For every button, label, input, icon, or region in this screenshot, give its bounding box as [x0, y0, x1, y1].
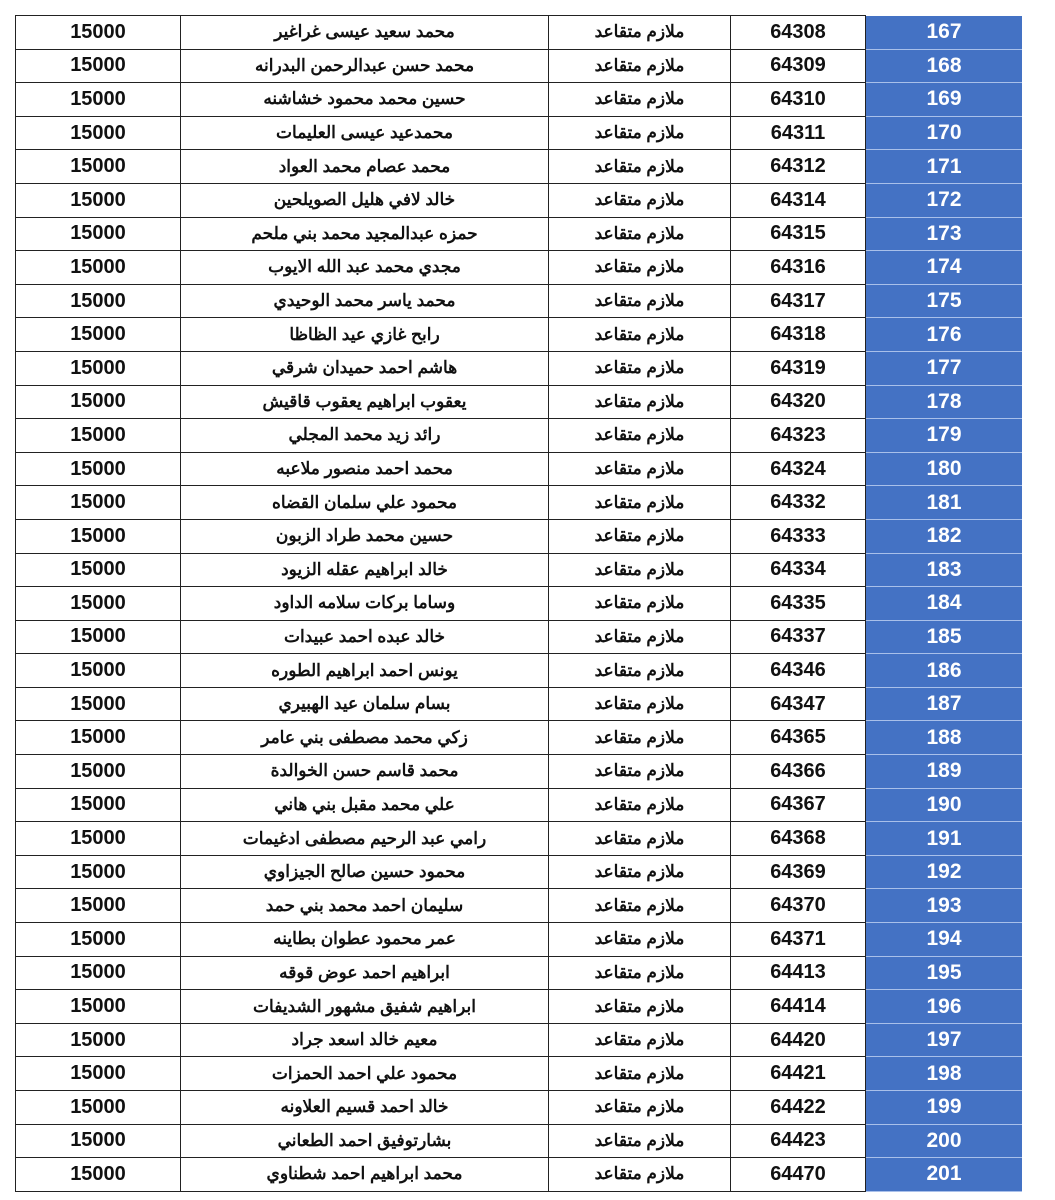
rank-cell: ملازم متقاعد — [549, 1091, 731, 1125]
id-number-cell: 64316 — [731, 251, 866, 285]
name-cell: ابراهيم شفيق مشهور الشديفات — [181, 990, 549, 1024]
index-cell: 184 — [866, 587, 1023, 621]
index-cell: 182 — [866, 519, 1023, 553]
id-number-cell: 64413 — [731, 956, 866, 990]
rank-cell: ملازم متقاعد — [549, 956, 731, 990]
id-number-cell: 64308 — [731, 16, 866, 50]
table-row — [16, 587, 1023, 621]
amount-cell: 15000 — [16, 16, 181, 50]
rank-cell: ملازم متقاعد — [549, 116, 731, 150]
name-cell: محمد ابراهيم احمد شطناوي — [181, 1158, 549, 1192]
rank-cell: ملازم متقاعد — [549, 183, 731, 217]
index-cell: 178 — [866, 385, 1023, 419]
rank-cell: ملازم متقاعد — [549, 351, 731, 385]
amount-cell: 15000 — [16, 620, 181, 654]
table-row — [16, 217, 1023, 251]
rank-cell: ملازم متقاعد — [549, 1023, 731, 1057]
amount-cell: 15000 — [16, 217, 181, 251]
table-row — [16, 351, 1023, 385]
name-cell: خالد عبده احمد عبيدات — [181, 620, 549, 654]
name-cell: هاشم احمد حميدان شرقي — [181, 351, 549, 385]
id-number-cell: 64347 — [731, 687, 866, 721]
table-row — [16, 419, 1023, 453]
amount-cell: 15000 — [16, 788, 181, 822]
name-cell: محمد عصام محمد العواد — [181, 150, 549, 184]
table-row — [16, 956, 1023, 990]
index-cell: 193 — [866, 889, 1023, 923]
table-row — [16, 1158, 1023, 1192]
rank-cell: ملازم متقاعد — [549, 687, 731, 721]
table-row — [16, 755, 1023, 789]
rank-cell: ملازم متقاعد — [549, 822, 731, 856]
id-number-cell: 64312 — [731, 150, 866, 184]
table-row — [16, 1057, 1023, 1091]
rank-cell: ملازم متقاعد — [549, 519, 731, 553]
table-row — [16, 788, 1023, 822]
index-cell: 194 — [866, 923, 1023, 957]
id-number-cell: 64371 — [731, 923, 866, 957]
id-number-cell: 64366 — [731, 755, 866, 789]
id-number-cell: 64365 — [731, 721, 866, 755]
id-number-cell: 64318 — [731, 318, 866, 352]
name-cell: محمدعيد عيسى العليمات — [181, 116, 549, 150]
amount-cell: 15000 — [16, 351, 181, 385]
index-cell: 198 — [866, 1057, 1023, 1091]
index-cell: 188 — [866, 721, 1023, 755]
index-cell: 181 — [866, 486, 1023, 520]
id-number-cell: 64369 — [731, 855, 866, 889]
index-cell: 171 — [866, 150, 1023, 184]
amount-cell: 15000 — [16, 83, 181, 117]
name-cell: بسام سلمان عيد الهبيري — [181, 687, 549, 721]
rank-cell: ملازم متقاعد — [549, 251, 731, 285]
id-number-cell: 64420 — [731, 1023, 866, 1057]
amount-cell: 15000 — [16, 1158, 181, 1192]
id-number-cell: 64346 — [731, 654, 866, 688]
rank-cell: ملازم متقاعد — [549, 150, 731, 184]
rank-cell: ملازم متقاعد — [549, 419, 731, 453]
name-cell: حسين محمد محمود خشاشنه — [181, 83, 549, 117]
rank-cell: ملازم متقاعد — [549, 855, 731, 889]
index-cell: 174 — [866, 251, 1023, 285]
rank-cell: ملازم متقاعد — [549, 83, 731, 117]
table-row — [16, 385, 1023, 419]
id-number-cell: 64335 — [731, 587, 866, 621]
amount-cell: 15000 — [16, 251, 181, 285]
id-number-cell: 64370 — [731, 889, 866, 923]
id-number-cell: 64323 — [731, 419, 866, 453]
id-number-cell: 64320 — [731, 385, 866, 419]
id-number-cell: 64324 — [731, 452, 866, 486]
id-number-cell: 64314 — [731, 183, 866, 217]
amount-cell: 15000 — [16, 452, 181, 486]
amount-cell: 15000 — [16, 150, 181, 184]
name-cell: محمد قاسم حسن الخوالدة — [181, 755, 549, 789]
amount-cell: 15000 — [16, 822, 181, 856]
amount-cell: 15000 — [16, 721, 181, 755]
index-cell: 175 — [866, 284, 1023, 318]
name-cell: ابراهيم احمد عوض قوقه — [181, 956, 549, 990]
rank-cell: ملازم متقاعد — [549, 587, 731, 621]
id-number-cell: 64317 — [731, 284, 866, 318]
amount-cell: 15000 — [16, 923, 181, 957]
table-row — [16, 553, 1023, 587]
table-row — [16, 486, 1023, 520]
id-number-cell: 64422 — [731, 1091, 866, 1125]
id-number-cell: 64319 — [731, 351, 866, 385]
index-cell: 176 — [866, 318, 1023, 352]
index-cell: 179 — [866, 419, 1023, 453]
id-number-cell: 64421 — [731, 1057, 866, 1091]
name-cell: محمد ياسر محمد الوحيدي — [181, 284, 549, 318]
index-cell: 172 — [866, 183, 1023, 217]
table-row — [16, 822, 1023, 856]
amount-cell: 15000 — [16, 116, 181, 150]
table-row — [16, 150, 1023, 184]
table-row — [16, 83, 1023, 117]
index-cell: 189 — [866, 755, 1023, 789]
id-number-cell: 64334 — [731, 553, 866, 587]
id-number-cell: 64337 — [731, 620, 866, 654]
table-row — [16, 284, 1023, 318]
index-cell: 187 — [866, 687, 1023, 721]
amount-cell: 15000 — [16, 385, 181, 419]
amount-cell: 15000 — [16, 284, 181, 318]
name-cell: بشارتوفيق احمد الطعاني — [181, 1124, 549, 1158]
rank-cell: ملازم متقاعد — [549, 49, 731, 83]
amount-cell: 15000 — [16, 486, 181, 520]
index-cell: 196 — [866, 990, 1023, 1024]
name-cell: معيم خالد اسعد جراد — [181, 1023, 549, 1057]
id-number-cell: 64332 — [731, 486, 866, 520]
table-row — [16, 183, 1023, 217]
name-cell: حمزه عبدالمجيد محمد بني ملحم — [181, 217, 549, 251]
amount-cell: 15000 — [16, 183, 181, 217]
id-number-cell: 64309 — [731, 49, 866, 83]
rank-cell: ملازم متقاعد — [549, 16, 731, 50]
amount-cell: 15000 — [16, 1091, 181, 1125]
name-cell: يونس احمد ابراهيم الطوره — [181, 654, 549, 688]
rank-cell: ملازم متقاعد — [549, 1158, 731, 1192]
index-cell: 168 — [866, 49, 1023, 83]
table-row — [16, 519, 1023, 553]
table-row — [16, 721, 1023, 755]
id-number-cell: 64311 — [731, 116, 866, 150]
rank-cell: ملازم متقاعد — [549, 553, 731, 587]
rank-cell: ملازم متقاعد — [549, 654, 731, 688]
amount-cell: 15000 — [16, 654, 181, 688]
table-row — [16, 990, 1023, 1024]
name-cell: عمر محمود عطوان بطاينه — [181, 923, 549, 957]
amount-cell: 15000 — [16, 419, 181, 453]
name-cell: حسين محمد طراد الزبون — [181, 519, 549, 553]
table-row — [16, 49, 1023, 83]
name-cell: خالد احمد قسيم العلاونه — [181, 1091, 549, 1125]
index-cell: 192 — [866, 855, 1023, 889]
rank-cell: ملازم متقاعد — [549, 889, 731, 923]
id-number-cell: 64414 — [731, 990, 866, 1024]
amount-cell: 15000 — [16, 956, 181, 990]
index-cell: 177 — [866, 351, 1023, 385]
table-row — [16, 452, 1023, 486]
table-row — [16, 1124, 1023, 1158]
id-number-cell: 64368 — [731, 822, 866, 856]
id-number-cell: 64423 — [731, 1124, 866, 1158]
id-number-cell: 64367 — [731, 788, 866, 822]
name-cell: محمود علي احمد الحمزات — [181, 1057, 549, 1091]
name-cell: خالد ابراهيم عقله الزيود — [181, 553, 549, 587]
table-row — [16, 855, 1023, 889]
index-cell: 201 — [866, 1158, 1023, 1192]
rank-cell: ملازم متقاعد — [549, 217, 731, 251]
rank-cell: ملازم متقاعد — [549, 788, 731, 822]
index-cell: 195 — [866, 956, 1023, 990]
name-cell: رائد زيد محمد المجلي — [181, 419, 549, 453]
table-row — [16, 923, 1023, 957]
rank-cell: ملازم متقاعد — [549, 486, 731, 520]
amount-cell: 15000 — [16, 318, 181, 352]
rank-cell: ملازم متقاعد — [549, 620, 731, 654]
name-cell: محمد سعيد عيسى غراغير — [181, 16, 549, 50]
index-cell: 180 — [866, 452, 1023, 486]
table-row — [16, 687, 1023, 721]
amount-cell: 15000 — [16, 553, 181, 587]
index-cell: 167 — [866, 16, 1023, 50]
index-cell: 186 — [866, 654, 1023, 688]
name-cell: علي محمد مقبل بني هاني — [181, 788, 549, 822]
amount-cell: 15000 — [16, 687, 181, 721]
id-number-cell: 64315 — [731, 217, 866, 251]
rank-cell: ملازم متقاعد — [549, 1124, 731, 1158]
amount-cell: 15000 — [16, 755, 181, 789]
table-row — [16, 116, 1023, 150]
retirees-table — [15, 15, 1022, 1192]
table-row — [16, 16, 1023, 50]
table-row — [16, 1023, 1023, 1057]
name-cell: محمد احمد منصور ملاعبه — [181, 452, 549, 486]
name-cell: مجدي محمد عبد الله الايوب — [181, 251, 549, 285]
name-cell: خالد لافي هليل الصويلحين — [181, 183, 549, 217]
name-cell: رامي عبد الرحيم مصطفى ادغيمات — [181, 822, 549, 856]
table-row — [16, 654, 1023, 688]
index-cell: 169 — [866, 83, 1023, 117]
index-cell: 190 — [866, 788, 1023, 822]
index-cell: 191 — [866, 822, 1023, 856]
name-cell: محمود حسين صالح الجيزاوي — [181, 855, 549, 889]
index-cell: 170 — [866, 116, 1023, 150]
index-cell: 185 — [866, 620, 1023, 654]
amount-cell: 15000 — [16, 519, 181, 553]
amount-cell: 15000 — [16, 1023, 181, 1057]
index-cell: 199 — [866, 1091, 1023, 1125]
id-number-cell: 64470 — [731, 1158, 866, 1192]
name-cell: يعقوب ابراهيم يعقوب قاقيش — [181, 385, 549, 419]
rank-cell: ملازم متقاعد — [549, 452, 731, 486]
name-cell: زكي محمد مصطفى بني عامر — [181, 721, 549, 755]
rank-cell: ملازم متقاعد — [549, 385, 731, 419]
rank-cell: ملازم متقاعد — [549, 990, 731, 1024]
amount-cell: 15000 — [16, 1057, 181, 1091]
name-cell: وساما بركات سلامه الداود — [181, 587, 549, 621]
amount-cell: 15000 — [16, 587, 181, 621]
table-body — [16, 16, 1023, 1192]
name-cell: محمد حسن عبدالرحمن البدرانه — [181, 49, 549, 83]
name-cell: رابح غازي عيد الظاظا — [181, 318, 549, 352]
rank-cell: ملازم متقاعد — [549, 318, 731, 352]
id-number-cell: 64333 — [731, 519, 866, 553]
id-number-cell: 64310 — [731, 83, 866, 117]
amount-cell: 15000 — [16, 49, 181, 83]
index-cell: 173 — [866, 217, 1023, 251]
amount-cell: 15000 — [16, 889, 181, 923]
table-row — [16, 620, 1023, 654]
table-row — [16, 318, 1023, 352]
name-cell: محمود علي سلمان القضاه — [181, 486, 549, 520]
index-cell: 200 — [866, 1124, 1023, 1158]
rank-cell: ملازم متقاعد — [549, 721, 731, 755]
rank-cell: ملازم متقاعد — [549, 755, 731, 789]
amount-cell: 15000 — [16, 855, 181, 889]
table-row — [16, 1091, 1023, 1125]
index-cell: 183 — [866, 553, 1023, 587]
table-row — [16, 251, 1023, 285]
name-cell: سليمان احمد محمد بني حمد — [181, 889, 549, 923]
amount-cell: 15000 — [16, 990, 181, 1024]
rank-cell: ملازم متقاعد — [549, 1057, 731, 1091]
table-row — [16, 889, 1023, 923]
rank-cell: ملازم متقاعد — [549, 284, 731, 318]
amount-cell: 15000 — [16, 1124, 181, 1158]
rank-cell: ملازم متقاعد — [549, 923, 731, 957]
index-cell: 197 — [866, 1023, 1023, 1057]
